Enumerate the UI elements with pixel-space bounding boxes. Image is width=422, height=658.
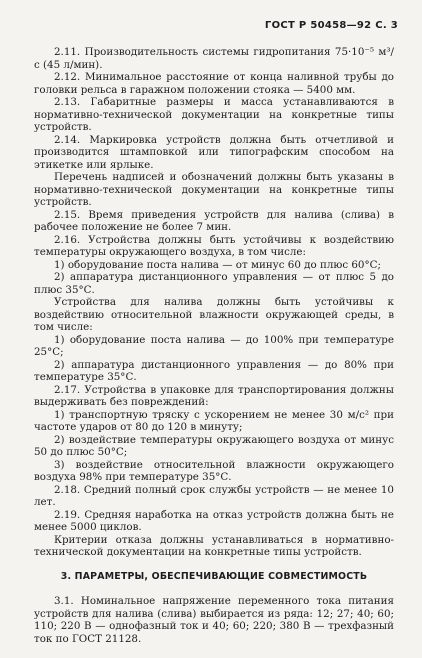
document-body — [34, 46, 394, 645]
paragraph: 2.14. Маркировка устройств должна быть отчетливой и производится штамповкой или типографским способом на этикетке или ярлыке. — [34, 133, 394, 171]
section-title: 3. ПАРАМЕТРЫ, ОБЕСПЕЧИВАЮЩИЕ СОВМЕСТИМОСТЬ — [60, 570, 368, 582]
paragraph: 1) оборудование поста налива — до 100% при температуре 25°С; — [34, 333, 394, 358]
paragraph: Критерии отказа должны устанавливаться в нормативно-технической документации на конкретные типы устройств. — [34, 533, 394, 558]
paragraph: 1) оборудование поста налива — от минус 60 до плюс 60°С; — [54, 258, 381, 271]
paragraph: 2.15. Время приведения устройств для налива (слива) в рабочее положение не более 7 мин. — [34, 208, 394, 233]
paragraph: 2) аппаратура дистанционного управления — от плюс 5 до плюс 35°С. — [34, 271, 394, 296]
paragraph: 2.11. Производительность системы гидропитания 75·10⁻⁵ м³/с (45 л/мин). — [34, 46, 394, 71]
paragraph: Перечень надписей и обозначений должны быть указаны в нормативно-технической документации на конкретные типы устройств. — [34, 171, 394, 208]
paragraphs-top — [34, 46, 394, 559]
paragraph: 3.1. Номинальное напряжение переменного тока питания устройств для налива (слива) выбирается из ряда: 12; 27; 40; 60; 110; 220 В — однофазный ток и 40; 60; 220; 380 В — трехфазный ток по ГОСТ 21128. — [34, 595, 394, 645]
paragraph: 1) транспортную тряску с ускорением не менее 30 м/с² при частоте ударов от 80 до 120 в минуту; — [34, 408, 394, 433]
paragraph: 2) воздействие температуры окружающего воздуха от минус 50 до плюс 50°С; — [34, 433, 394, 458]
paragraph: 3) воздействие относительной влажности окружающего воздуха 98% при температуре 35°С. — [34, 458, 394, 483]
paragraph: 2.13. Габаритные размеры и масса устанавливаются в нормативно-технической документации на конкретные типы устройств. — [34, 96, 394, 133]
paragraph: 2.19. Средняя наработка на отказ устройств должна быть не менее 5000 циклов. — [34, 508, 394, 533]
paragraph: Устройства для налива должны быть устойчивы к воздействию относительной влажности окружающей среды, в том числе: — [34, 296, 394, 333]
paragraph: 2.16. Устройства должны быть устойчивы к воздействию температуры окружающего воздуха, в том числе: — [34, 233, 394, 258]
paragraph: 2) аппаратура дистанционного управления — до 80% при температуре 35°С. — [34, 358, 394, 383]
paragraph: 2.18. Средний полный срок службы устройств — не менее 10 лет. — [34, 483, 394, 508]
paragraphs-bottom — [34, 595, 394, 645]
page-header: ГОСТ Р 50458—92 С. 3 — [264, 20, 398, 31]
paragraph: 2.17. Устройства в упаковке для транспортирования должны выдерживать без повреждений: — [34, 383, 394, 408]
paragraph: 2.12. Минимальное расстояние от конца наливной трубы до головки рельса в гаражном положении стояка — 5400 мм. — [34, 71, 394, 96]
